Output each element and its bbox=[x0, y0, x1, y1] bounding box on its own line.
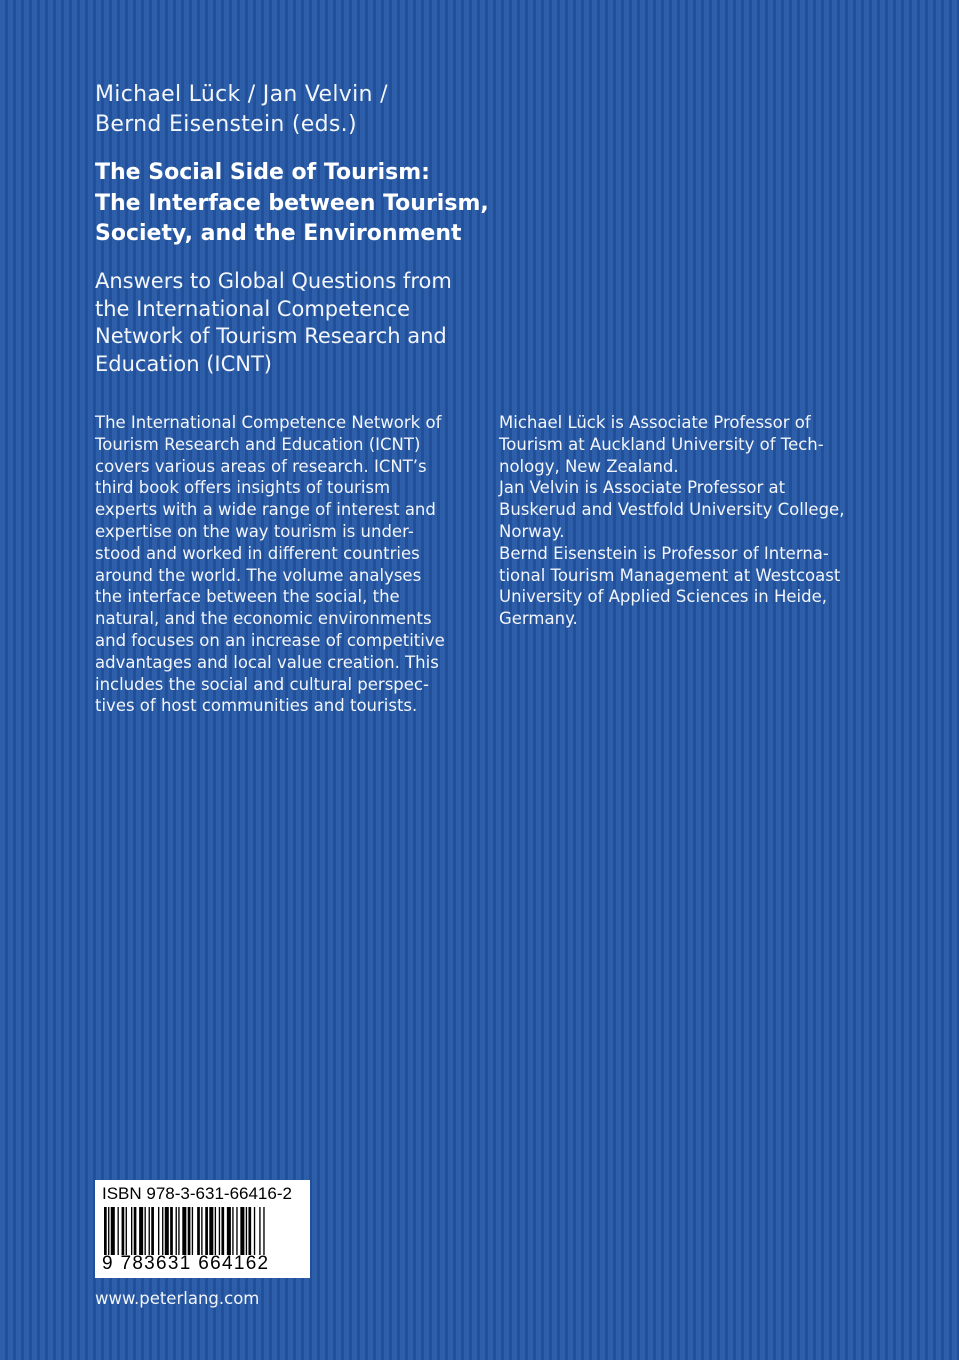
description-line: third book offers insights of tourism bbox=[95, 478, 391, 498]
subtitle-line-1: Answers to Global Questions from bbox=[95, 269, 452, 293]
description-line: natural, and the economic environments bbox=[95, 609, 432, 629]
isbn-label: ISBN 978-3-631-66416-2 bbox=[102, 1184, 292, 1203]
bio-line: Michael Lück is Associate Professor of bbox=[499, 413, 811, 432]
bio-line: nology, New Zealand. bbox=[499, 456, 679, 476]
bio-line: Norway. bbox=[499, 521, 565, 541]
title-line-1: The Social Side of Tourism: bbox=[95, 160, 430, 185]
bio-line: Buskerud and Vestfold University College, bbox=[499, 500, 845, 520]
bio-line: tional Tourism Management at Westcoast bbox=[499, 565, 841, 585]
description-line: covers various areas of research. ICNT’s bbox=[95, 456, 427, 476]
description-line: experts with a wide range of interest and bbox=[95, 500, 436, 520]
subtitle-line-4: Education (ICNT) bbox=[95, 351, 273, 376]
bio-line: Bernd Eisenstein is Professor of Interna- bbox=[499, 543, 829, 563]
subtitle-line-3: Network of Tourism Research and bbox=[95, 324, 447, 348]
bio-line: Tourism at Auckland University of Tech- bbox=[499, 434, 824, 454]
editors-line-1: Michael Lück / Jan Velvin / bbox=[95, 82, 388, 107]
description-line: and focuses on an increase of competitive bbox=[95, 630, 445, 650]
description-line: stood and worked in different countries bbox=[95, 543, 420, 563]
publisher-website: www.peterlang.com bbox=[95, 1289, 260, 1308]
ean-digits: 9 783631 664162 bbox=[102, 1253, 270, 1274]
editor-bios-column bbox=[499, 412, 844, 630]
description-line: The International Competence Network of bbox=[95, 413, 442, 432]
description-line: tives of host communities and tourists. bbox=[95, 696, 418, 716]
editors-line-2: Bernd Eisenstein (eds.) bbox=[95, 112, 357, 137]
bio-line: Jan Velvin is Associate Professor at bbox=[499, 478, 786, 498]
description-line: the interface between the social, the bbox=[95, 587, 400, 607]
book-title bbox=[95, 158, 489, 250]
description-line: Tourism Research and Education (ICNT) bbox=[95, 434, 421, 454]
isbn-barcode bbox=[95, 1180, 310, 1278]
bio-line: University of Applied Sciences in Heide, bbox=[499, 587, 828, 607]
editors bbox=[95, 80, 388, 140]
title-line-2: The Interface between Tourism, bbox=[95, 190, 489, 216]
description-line: includes the social and cultural perspec- bbox=[95, 674, 429, 694]
title-line-3: Society, and the Environment bbox=[95, 221, 462, 246]
description-line: expertise on the way tourism is under- bbox=[95, 521, 414, 541]
description-line: around the world. The volume analyses bbox=[95, 565, 422, 585]
description-line: advantages and local value creation. This bbox=[95, 652, 439, 672]
bio-line: Germany. bbox=[499, 609, 578, 629]
description-column bbox=[95, 412, 445, 717]
book-subtitle bbox=[95, 268, 452, 378]
barcode-bars bbox=[104, 1207, 302, 1255]
subtitle-line-2: the International Competence bbox=[95, 296, 410, 321]
